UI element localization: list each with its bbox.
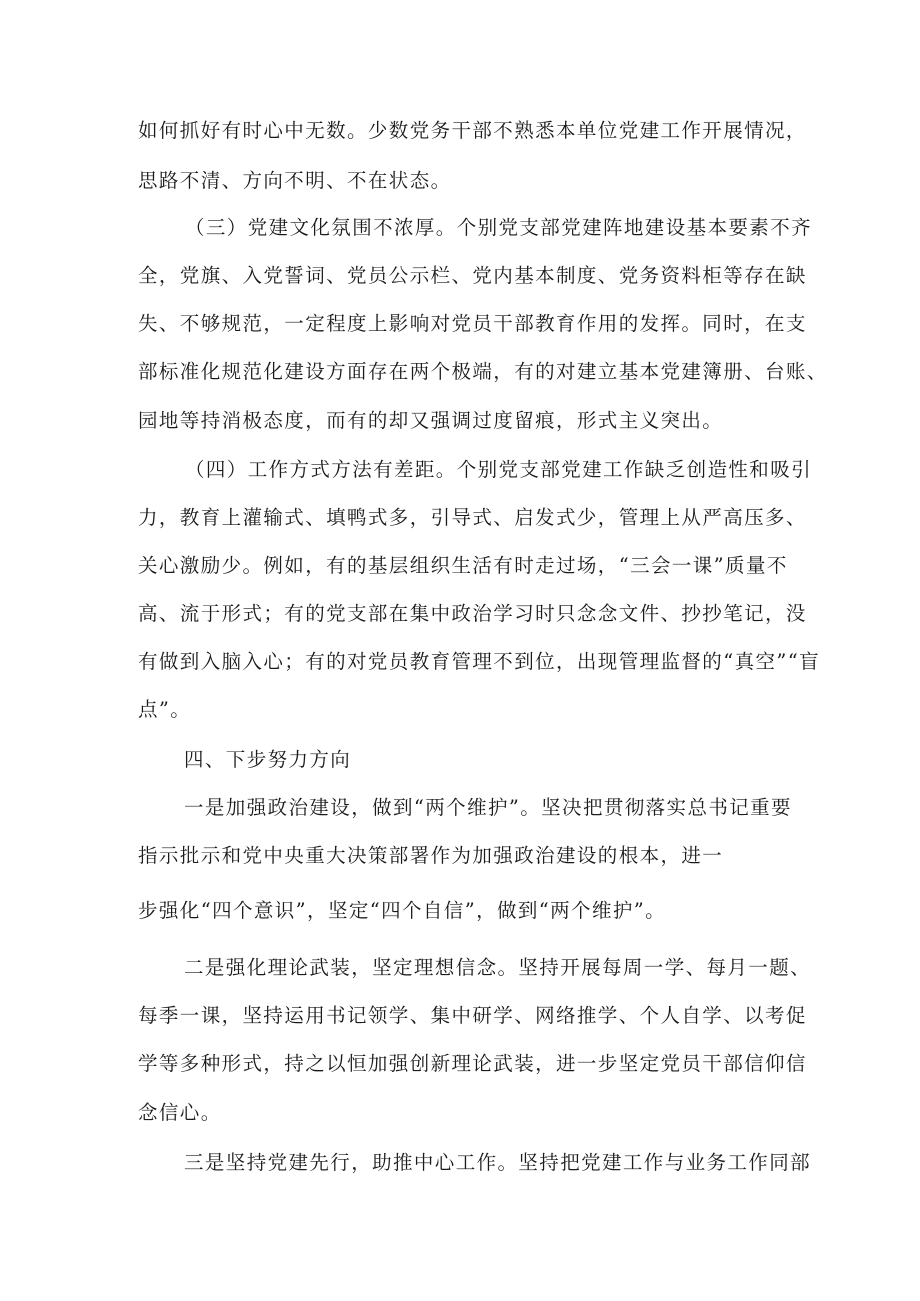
text-line: 每季一课，坚持运用书记领学、集中研学、网络推学、个人自学、以考促 (138, 1004, 807, 1027)
section-heading: 四、下步努力方向 (184, 748, 352, 771)
text-line: 三是坚持党建先行，助推中心工作。坚持把党建工作与业务工作同部 (184, 1151, 812, 1174)
text-line: 点”。 (138, 698, 192, 721)
text-line: 失、不够规范，一定程度上影响对党员干部教育作用的发挥。同时，在支 (138, 312, 807, 335)
text-line: 园地等持消极态度，而有的却又强调过度留痕，形式主义突出。 (138, 409, 724, 432)
text-line: 全，党旗、入党誓词、党员公示栏、党内基本制度、党务资料柜等存在缺 (138, 264, 807, 287)
text-line: 有做到入脑入心；有的对党员教育管理不到位，出现管理监督的“真空”“盲 (138, 650, 821, 673)
text-line: 念信心。 (138, 1101, 222, 1124)
text-line: 指示批示和党中央重大决策部署作为加强政治建设的根本，进一 (138, 844, 724, 867)
text-line: 学等多种形式，持之以恒加强创新理论武装，进一步坚定党员干部信仰信 (138, 1052, 807, 1075)
text-line: 步强化“四个意识”，坚定“四个自信”，做到“两个维护”。 (138, 899, 667, 922)
text-line: 力，教育上灌输式、填鸭式多，引导式、启发式少，管理上从严高压多、 (138, 506, 807, 529)
text-line: 关心激励少。例如，有的基层组织生活有时走过场，“三会一课”质量不 (138, 554, 788, 577)
text-line: 一是加强政治建设，做到“两个维护”。坚决把贯彻落实总书记重要 (184, 796, 792, 819)
text-line: 部标准化规范化建设方面存在两个极端，有的对建立基本党建簿册、台账、 (138, 360, 828, 383)
text-line: 高、流于形式；有的党支部在集中政治学习时只念念文件、抄抄笔记，没 (138, 602, 807, 625)
text-line: （三）党建文化氛围不浓厚。个别党支部党建阵地建设基本要素不齐 (185, 216, 813, 239)
text-line: 如何抓好有时心中无数。少数党务干部不熟悉本单位党建工作开展情况， (138, 119, 807, 142)
text-line: （四）工作方式方法有差距。个别党支部党建工作缺乏创造性和吸引 (185, 458, 813, 481)
text-line: 思路不清、方向不明、不在状态。 (138, 169, 452, 192)
text-line: 二是强化理论武装，坚定理想信念。坚持开展每周一学、每月一题、 (184, 956, 812, 979)
